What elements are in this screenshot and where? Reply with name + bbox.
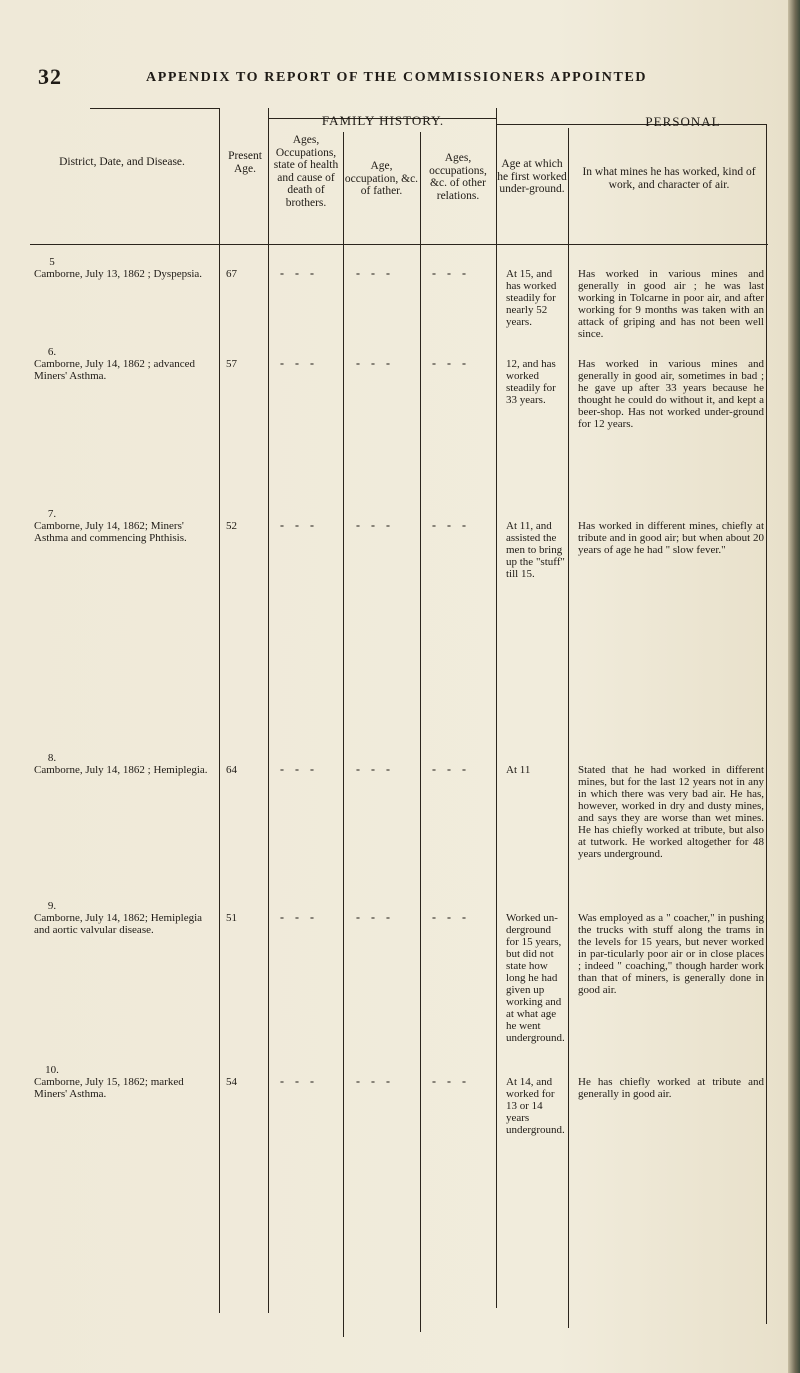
col-rule-3 — [343, 132, 344, 1337]
header-mines: In what mines he has worked, kind of work, and character of air. — [582, 166, 756, 191]
col-rule-2 — [268, 108, 269, 1313]
page-number: 32 — [38, 64, 62, 89]
header-other-relations: Ages, occupations, &c. of other relations. — [429, 152, 487, 202]
district-cell: Camborne, July 14, 1862; Miners' Asthma and commencing Phthisis. — [34, 520, 187, 544]
blank-dashes: - - - — [280, 1074, 318, 1088]
present-age-cell: 57 — [226, 358, 237, 370]
blank-dashes: - - - — [356, 1074, 394, 1088]
blank-dashes: - - - — [432, 518, 470, 532]
case-number: 9. — [47, 900, 57, 912]
district-cell: Camborne, July 15, 1862; marked Miners' Asthma. — [34, 1076, 184, 1100]
blank-dashes: - - - — [280, 910, 318, 924]
mines-cell: He has chiefly worked at tribute and generally in good air. — [578, 1076, 764, 1100]
blank-dashes: - - - — [432, 1074, 470, 1088]
blank-dashes: - - - — [280, 266, 318, 280]
header-father: Age, occupation, &c. of father. — [344, 160, 419, 197]
blank-dashes: - - - — [432, 356, 470, 370]
blank-dashes: - - - — [280, 762, 318, 776]
blank-dashes: - - - — [356, 518, 394, 532]
district-cell: Camborne, July 13, 1862 ; Dyspepsia. — [34, 268, 203, 280]
district-cell: Camborne, July 14, 1862 ; Hemiplegia. — [34, 764, 208, 776]
case-number: 10. — [45, 1064, 59, 1076]
table-top-rule — [90, 108, 220, 109]
col-rule-4 — [420, 132, 421, 1332]
blank-dashes: - - - — [356, 762, 394, 776]
age-underground-cell: At 15, and has worked steadily for nearly 52 years. — [506, 268, 557, 328]
col-rule-7 — [766, 124, 767, 1324]
case-number: 6. — [47, 346, 57, 358]
family-history-title: FAMILY HISTORY. — [321, 113, 445, 128]
mines-cell: Has worked in various mines and generally in good air ; he was last working in Tolcarne in poor air, and after working for 9 months was taken with an attack of griping and has not been well since. — [578, 268, 764, 340]
header-district: District, Date, and Disease. — [59, 156, 185, 168]
age-underground-cell: At 11 — [506, 764, 531, 776]
col-rule-1 — [219, 108, 220, 1313]
page-header — [0, 64, 790, 88]
header-age-underground: Age at which he first worked under-ground. — [497, 158, 567, 195]
header-present-age: Present Age. — [228, 150, 262, 175]
header-brothers: Ages, Occupations, state of health and cause of death of brothers. — [273, 134, 339, 209]
mines-cell: Has worked in different mines, chiefly at tribute and in good air; but when about 20 years of age he had " slow fever." — [578, 520, 764, 556]
blank-dashes: - - - — [432, 762, 470, 776]
mines-cell: Has worked in various mines and generally in good air, sometimes in bad ; he gave up after 33 years because he thought he could do without it, and kept a beer-shop. Has not worked under-ground for 12 years. — [578, 358, 764, 430]
case-number: 8. — [47, 752, 57, 764]
district-cell: Camborne, July 14, 1862; Hemiplegia and aortic valvular disease. — [34, 912, 203, 936]
col-rule-6 — [568, 128, 569, 1328]
age-underground-cell: Worked un-derground for 15 years, but did not state how long he had given up working and at what age he went underground. — [506, 912, 565, 1044]
case-number: 5 — [49, 256, 55, 268]
blank-dashes: - - - — [356, 356, 394, 370]
present-age-cell: 52 — [226, 520, 237, 532]
present-age-cell: 54 — [226, 1076, 237, 1088]
blank-dashes: - - - — [432, 910, 470, 924]
present-age-cell: 67 — [226, 268, 237, 280]
blank-dashes: - - - — [356, 266, 394, 280]
blank-dashes: - - - — [280, 518, 318, 532]
page-edge — [788, 0, 800, 1373]
mines-cell: Was employed as a " coacher," in pushing the trucks with stuff along the trams in the levels for 15 years, but never worked in par-ticularly poor air or in close places ; indeed " coaching," though harder work than that of miners, is generally done in good air. — [578, 912, 764, 996]
present-age-cell: 51 — [226, 912, 237, 924]
header-bottom-rule — [30, 244, 768, 245]
age-underground-cell: At 14, and worked for 13 or 14 years underground. — [506, 1076, 565, 1136]
age-underground-cell: 12, and has worked steadily for 33 years. — [506, 358, 556, 406]
blank-dashes: - - - — [432, 266, 470, 280]
district-cell: Camborne, July 14, 1862 ; advanced Miners' Asthma. — [34, 358, 195, 382]
blank-dashes: - - - — [280, 356, 318, 370]
running-head: APPENDIX TO REPORT OF THE COMMISSIONERS APPOINTED — [146, 70, 648, 85]
col-rule-5 — [496, 108, 497, 1308]
age-underground-cell: At 11, and assisted the men to bring up the "stuff" till 15. — [506, 520, 565, 580]
case-number: 7. — [47, 508, 57, 520]
blank-dashes: - - - — [356, 910, 394, 924]
mines-cell: Stated that he had worked in different mines, but for the last 12 years not in any in which there was very bad air. He has, however, worked in dry and dusty mines, and says they are worse than wet mines. He has chiefly worked at tribute, but also at tutwork. He worked altogether for 48 years underground. — [578, 764, 764, 860]
present-age-cell: 64 — [226, 764, 237, 776]
personal-title: PERSONAL — [645, 114, 721, 129]
